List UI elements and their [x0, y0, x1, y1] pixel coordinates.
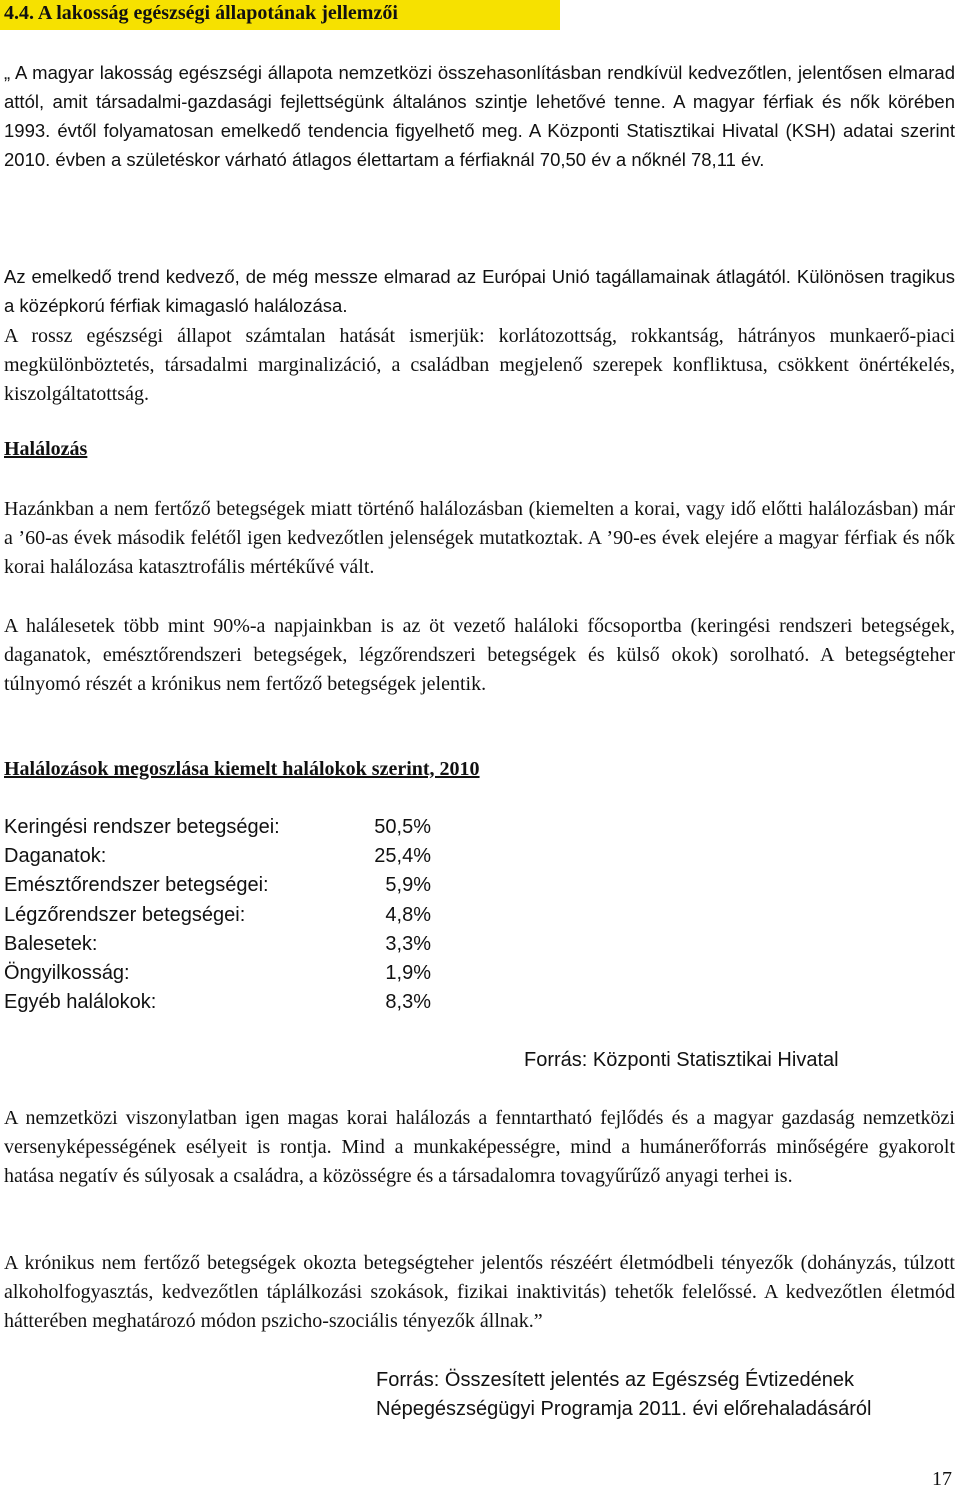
list-item: [4, 813, 444, 842]
list-item: [4, 871, 444, 900]
final-source-line-1: Forrás: Összesített jelentés az Egészség Évtizedének: [376, 1369, 854, 1391]
intro-paragraph: „ A magyar lakosság egészségi állapota nemzetközi összehasonlításban rendkívül kedvezőtlen, jelentősen elmarad attól, amit társadalmi-gazdasági fejlettségünk általános szintje lehetővé tenne. A magyar férfiak és nők körében 1993. évtől folyamatosan emelkedő tendencia figyelhető meg. A Központi Statisztikai Hivatal (KSH) adatai szerint 2010. évben a születéskor várható átlagos élettartam a férfiaknál 70,50 év a nőknél 78,11 év.: [4, 62, 955, 170]
effects-paragraph: A rossz egészségi állapot számtalan hatását ismerjük: korlátozottság, rokkantság, hátrányos munkaerő-piaci megkülönböztetés, társadalmi marginalizáció, a családban megjelenő szerepek konfliktusa, csökkent önértékelés, kiszolgáltatottság.: [4, 325, 955, 405]
list-item: [4, 930, 444, 959]
final-source-line-2: Népegészségügyi Programja 2011. évi előrehaladásáról: [376, 1398, 872, 1420]
list-item: [4, 842, 444, 871]
cause-label: Emésztőrendszer betegségei:: [4, 874, 269, 897]
cause-label: Balesetek:: [4, 932, 98, 955]
distribution-source: Forrás: Központi Statisztikai Hivatal: [524, 1049, 839, 1071]
list-item: [4, 901, 444, 930]
trend-paragraph: Az emelkedő trend kedvező, de még messze elmarad az Európai Unió tagállamainak átlagától. Különösen tragikus a középkorú férfiak kimagasló halálozása.: [4, 266, 955, 316]
lifestyle-paragraph: A krónikus nem fertőző betegségek okozta betegségteher jelentős részéért életmódbeli tényezők (dohányzás, túlzott alkoholfogyasztás, kedvezőtlen táplálkozási szokások, fizikai inaktivitás) tehetők felelőssé. A kedvezőtlen életmód hátterében meghatározó módon pszicho-szociális tényezők állnak.”: [4, 1252, 955, 1332]
cause-label: Légzőrendszer betegségei:: [4, 903, 246, 926]
list-item: [4, 988, 444, 1017]
mortality-distribution-list: [4, 813, 444, 1017]
cause-value: 1,9%: [385, 961, 431, 984]
mortality-paragraph-1: Hazánkban a nem fertőző betegségek miatt történő halálozásban (kiemelten a korai, vagy idő előtti halálozásban) már a ’60-as évek második felétől igen kedvezőtlen jelenségek mutatkoztak. A ’90-es évek elejére a magyar férfiak és nők korai halálozása katasztrofális mértékűvé vált.: [4, 498, 955, 578]
cause-value: 8,3%: [385, 991, 431, 1014]
cause-label: Daganatok:: [4, 845, 107, 868]
mortality-paragraph-2: A halálesetek több mint 90%-a napjainkban is az öt vezető haláloki főcsoportba (keringési rendszeri betegségek, daganatok, emésztőrendszeri betegségek, légzőrendszeri betegségek és külső okok) sorolható. A betegségteher túlnyomó részét a krónikus nem fertőző betegségek jelentik.: [4, 615, 955, 695]
cause-value: 3,3%: [385, 932, 431, 955]
cause-label: Öngyilkosság:: [4, 961, 130, 984]
mortality-heading: Halálozás: [4, 438, 88, 460]
cause-value: 4,8%: [385, 903, 431, 926]
cause-value: 5,9%: [385, 874, 431, 897]
cause-value: 25,4%: [374, 845, 431, 868]
international-paragraph: A nemzetközi viszonylatban igen magas korai halálozás a fenntartható fejlődés és a magyar gazdaság nemzetközi versenyképességének esélyeit is rontja. Mind a munkaképességre, mind a humánerőforrás minőségére gyakorolt hatása negatív és súlyosak a családra, a közösségre és a társadalomra tovagyűrűző anyagi terhei is.: [4, 1107, 955, 1187]
page-number: 17: [932, 1468, 952, 1490]
cause-value: 50,5%: [374, 816, 431, 838]
section-title: 4.4. A lakosság egészségi állapotának jellemzői: [4, 2, 398, 24]
cause-label: Keringési rendszer betegségei:: [4, 816, 280, 838]
list-item: [4, 959, 444, 988]
cause-label: Egyéb halálokok:: [4, 991, 157, 1014]
distribution-heading: Halálozások megoszlása kiemelt halálokok szerint, 2010: [4, 758, 480, 780]
